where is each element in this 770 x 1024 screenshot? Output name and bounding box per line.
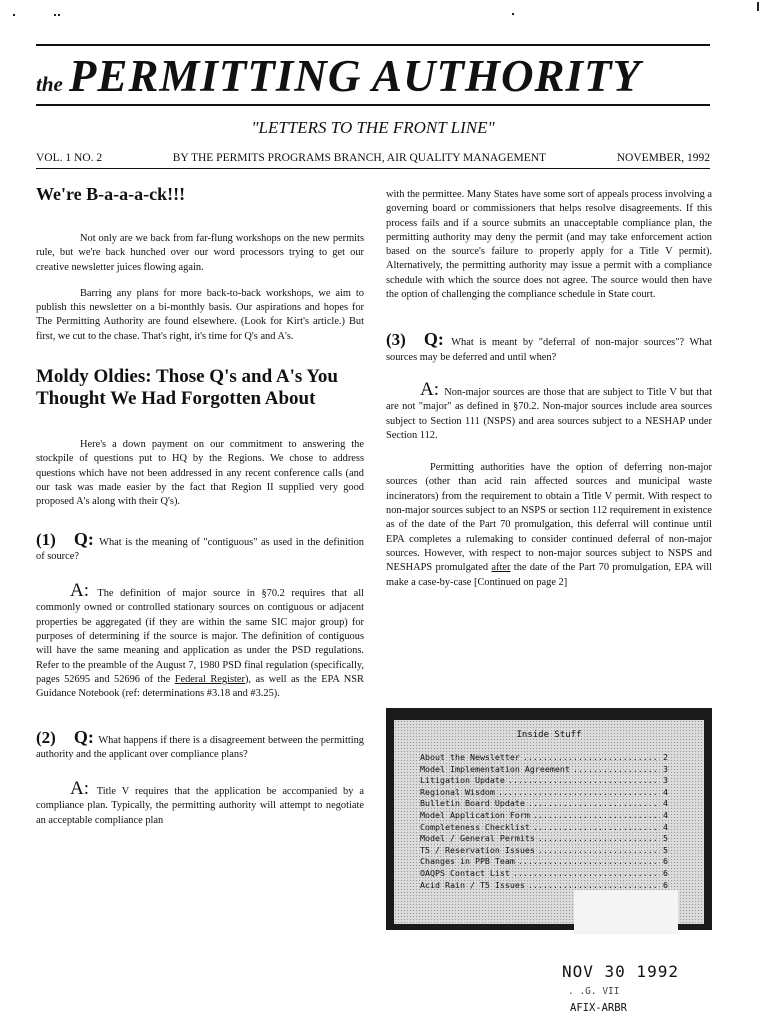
question-marker: Q: bbox=[73, 726, 94, 747]
question-number: (1) bbox=[36, 529, 56, 549]
question-text: What happens if there is a disagreement between the permitting authority and the applicant over compliance plans? bbox=[36, 734, 364, 760]
toc-leader-dots bbox=[538, 845, 660, 857]
scan-speck bbox=[58, 14, 60, 16]
toc-item-label: Regional Wisdom bbox=[420, 786, 495, 797]
answer-1 bbox=[36, 580, 364, 701]
toc-item bbox=[420, 833, 668, 845]
answer-2 bbox=[36, 778, 364, 828]
tagline: "LETTERS TO THE FRONT LINE" bbox=[251, 118, 495, 137]
toc-item-page: 4 bbox=[663, 786, 668, 797]
toc-item-page: 5 bbox=[663, 833, 668, 844]
toc-item bbox=[420, 787, 668, 799]
issue-volume: VOL. 1 NO. 2 bbox=[36, 152, 103, 164]
masthead-title: PERMITTING AUTHORITY bbox=[68, 51, 641, 101]
toc-item-page: 5 bbox=[663, 844, 668, 855]
toc-item-label: Model Implementation Agreement bbox=[420, 763, 570, 774]
top-rule bbox=[36, 44, 710, 46]
toc-leader-dots bbox=[533, 822, 660, 834]
masthead-rule bbox=[36, 104, 710, 106]
toc-leader-dots bbox=[573, 764, 660, 776]
toc-leader-dots bbox=[513, 868, 660, 880]
toc-item-label: Completeness Checklist bbox=[420, 821, 530, 832]
toc-item-page: 6 bbox=[663, 879, 668, 890]
inside-stuff-title: Inside Stuff bbox=[516, 730, 582, 740]
question-3 bbox=[386, 329, 712, 365]
paragraph-text: the date of the Part 70 promulgation, EPA will make a case-by-case bbox=[386, 562, 712, 588]
after-emphasis: after bbox=[491, 562, 511, 574]
table-of-contents bbox=[420, 752, 668, 891]
answer-marker: A: bbox=[70, 580, 89, 602]
toc-leader-dots bbox=[538, 833, 660, 845]
toc-item bbox=[420, 752, 668, 764]
issue-date: NOVEMBER, 1992 bbox=[616, 152, 710, 164]
question-1 bbox=[36, 528, 364, 565]
paragraph-text: Permitting authorities have the option of deferring non-major sources (other than acid rain affected sources and municipal waste incinerators) from the requirement to obtain a Title V permit. With respect to non-major sources subject to an NSPS or section 112 requirement in existence as of the date of the Part 70 promulgation, this deferral will continue until EPA completes a rulemaking to consider continued deferral of non-major sources. However, with respect to non-major sources subject to NSPS and NESHAPS promulgated bbox=[386, 462, 712, 574]
stamp-line: . .G. VII bbox=[568, 986, 620, 997]
question-2 bbox=[36, 726, 364, 763]
toc-item bbox=[420, 775, 668, 787]
masthead bbox=[36, 50, 710, 101]
toc-item-page: 4 bbox=[663, 798, 668, 809]
toc-leader-dots bbox=[533, 810, 660, 822]
toc-item-page: 4 bbox=[663, 821, 668, 832]
scan-speck bbox=[13, 14, 15, 16]
paragraph bbox=[386, 461, 712, 590]
federal-register-ref: Federal Register bbox=[174, 673, 245, 685]
answer-3 bbox=[386, 378, 712, 443]
toc-leader-dots bbox=[523, 752, 660, 764]
inside-stuff-panel bbox=[394, 720, 704, 924]
received-date-stamp: NOV 30 1992 bbox=[562, 962, 679, 981]
answer-text: ), as well as the EPA NSR Guidance Notebook (ref: determinations #3.18 and #3.25). bbox=[36, 673, 364, 700]
scan-speck bbox=[757, 2, 759, 11]
question-text: What is meant by "deferral of non-major sources"? What sources may be deferred and until when? bbox=[386, 337, 712, 363]
question-number: (3) bbox=[386, 330, 406, 350]
toc-leader-dots bbox=[528, 798, 660, 810]
left-column bbox=[36, 176, 364, 840]
paragraph: Not only are we back from far-flung workshops on the new permits rule, but we're back hunched over our word processors trying to get our creative newsletter juices flowing again. bbox=[36, 233, 364, 273]
toc-item bbox=[420, 856, 668, 868]
toc-item-label: About the Newsletter bbox=[420, 752, 520, 762]
toc-item bbox=[420, 845, 668, 857]
toc-item-page: 3 bbox=[663, 763, 668, 774]
toc-item bbox=[420, 868, 668, 880]
paragraph: Barring any plans for more back-to-back workshops, we aim to publish this newsletter on a bi-monthly basis. Our aspirations and hopes for The Permitting Authority are found elsewhere. (Look for Kirt's article.) But first, we cut to the chase. That's right, it's time for Q's and A's. bbox=[36, 287, 364, 342]
scan-speck bbox=[512, 13, 514, 15]
toc-leader-dots bbox=[518, 856, 660, 868]
headline-moldy-oldies: Moldy Oldies: Those Q's and A's You Thought We Had Forgotten About bbox=[36, 366, 338, 410]
paragraph: Here's a down payment on our commitment to answering the stockpile of questions put to HQ by the Regions. We chose to address questions which have not been addressed in any recent conference calls (and our task was made easier by the fact that Region II supplied very good proposed A's along with their Q's). bbox=[36, 439, 364, 508]
answer-text: Non-major sources are those that are subject to Title V but that are not "major" as defined in §70.2. Non-major sources include area sources subject to Section 111 (NSPS) and area sources subject to a NESHAP under Section 112. bbox=[386, 386, 712, 441]
toc-item-label: Model / General Permits bbox=[420, 833, 535, 844]
stamp-line: AFIX-ARBR bbox=[570, 1002, 627, 1014]
toc-item bbox=[420, 810, 668, 822]
issue-line bbox=[36, 152, 710, 164]
toc-item bbox=[420, 764, 668, 776]
toc-leader-dots bbox=[508, 775, 660, 787]
answer-text: Title V requires that the application be accompanied by a compliance plan. Typically, the permitting authority will attempt to negotiate an acceptable compliance plan bbox=[36, 786, 364, 826]
toc-item-page: 6 bbox=[663, 867, 668, 878]
inside-stuff-box bbox=[386, 708, 712, 930]
toc-item-page: 4 bbox=[663, 809, 668, 820]
toc-item-page: 3 bbox=[663, 775, 668, 786]
toc-item-label: Litigation Update bbox=[420, 775, 505, 786]
toc-item-page: 6 bbox=[663, 856, 668, 867]
question-number: (2) bbox=[36, 727, 56, 747]
headline-were-back: We're B-a-a-a-ck!!! bbox=[36, 184, 186, 204]
answer-marker: A: bbox=[420, 378, 439, 400]
continued-note: [Continued on page 2] bbox=[474, 576, 568, 588]
toc-item-label: Model Application Form bbox=[420, 809, 530, 820]
issue-rule bbox=[36, 168, 710, 169]
answer-marker: A: bbox=[70, 778, 89, 800]
question-marker: Q: bbox=[73, 528, 94, 549]
toc-item-label: T5 / Reservation Issues bbox=[420, 844, 535, 855]
masthead-prefix: the bbox=[36, 72, 63, 96]
toc-item-page: 2 bbox=[663, 752, 668, 762]
scan-speck bbox=[54, 14, 56, 16]
shaded-area bbox=[574, 890, 678, 934]
toc-leader-dots bbox=[498, 787, 660, 799]
issue-byline: BY THE PERMITS PROGRAMS BRANCH, AIR QUALITY MANAGEMENT bbox=[172, 152, 547, 164]
toc-item-label: Acid Rain / T5 Issues bbox=[420, 879, 525, 890]
right-column bbox=[386, 188, 712, 602]
question-text: What is the meaning of "contiguous" as used in the definition of source? bbox=[36, 536, 364, 562]
paragraph: with the permittee. Many States have some sort of appeals process involving a governing board or commissioners that helps resolve disagreements. If this process fails and if a source submits an unacceptable compliance plan, the permitting authority may deny the permit (and may take enforcement action based on the source's failure to properly apply for a Title V permit). Alternatively, the permitting authority may issue a permit with a compliance schedule with which the source does not agree. The source would then have the option of challenging the compliance schedule in State court. bbox=[386, 189, 712, 301]
toc-item-label: Changes in PPB Team bbox=[420, 856, 515, 867]
toc-item-label: OAQPS Contact List bbox=[420, 867, 510, 878]
toc-item-label: Bulletin Board Update bbox=[420, 798, 525, 809]
toc-item bbox=[420, 822, 668, 834]
question-marker: Q: bbox=[423, 329, 444, 350]
answer-text: The definition of major source in §70.2 requires that all commonly owned or controlled stationary sources on contiguous or adjacent properties be aggregated (if they are within the same SIC major group) for purposes of determining if the source is major. The definition of contiguous will have the same meaning and application as under the PSD regulations. Refer to the preamble of the August 7, 1980 PSD final regulation (specifically, pages 52695 and 52696 of the bbox=[36, 588, 364, 685]
toc-item bbox=[420, 798, 668, 810]
